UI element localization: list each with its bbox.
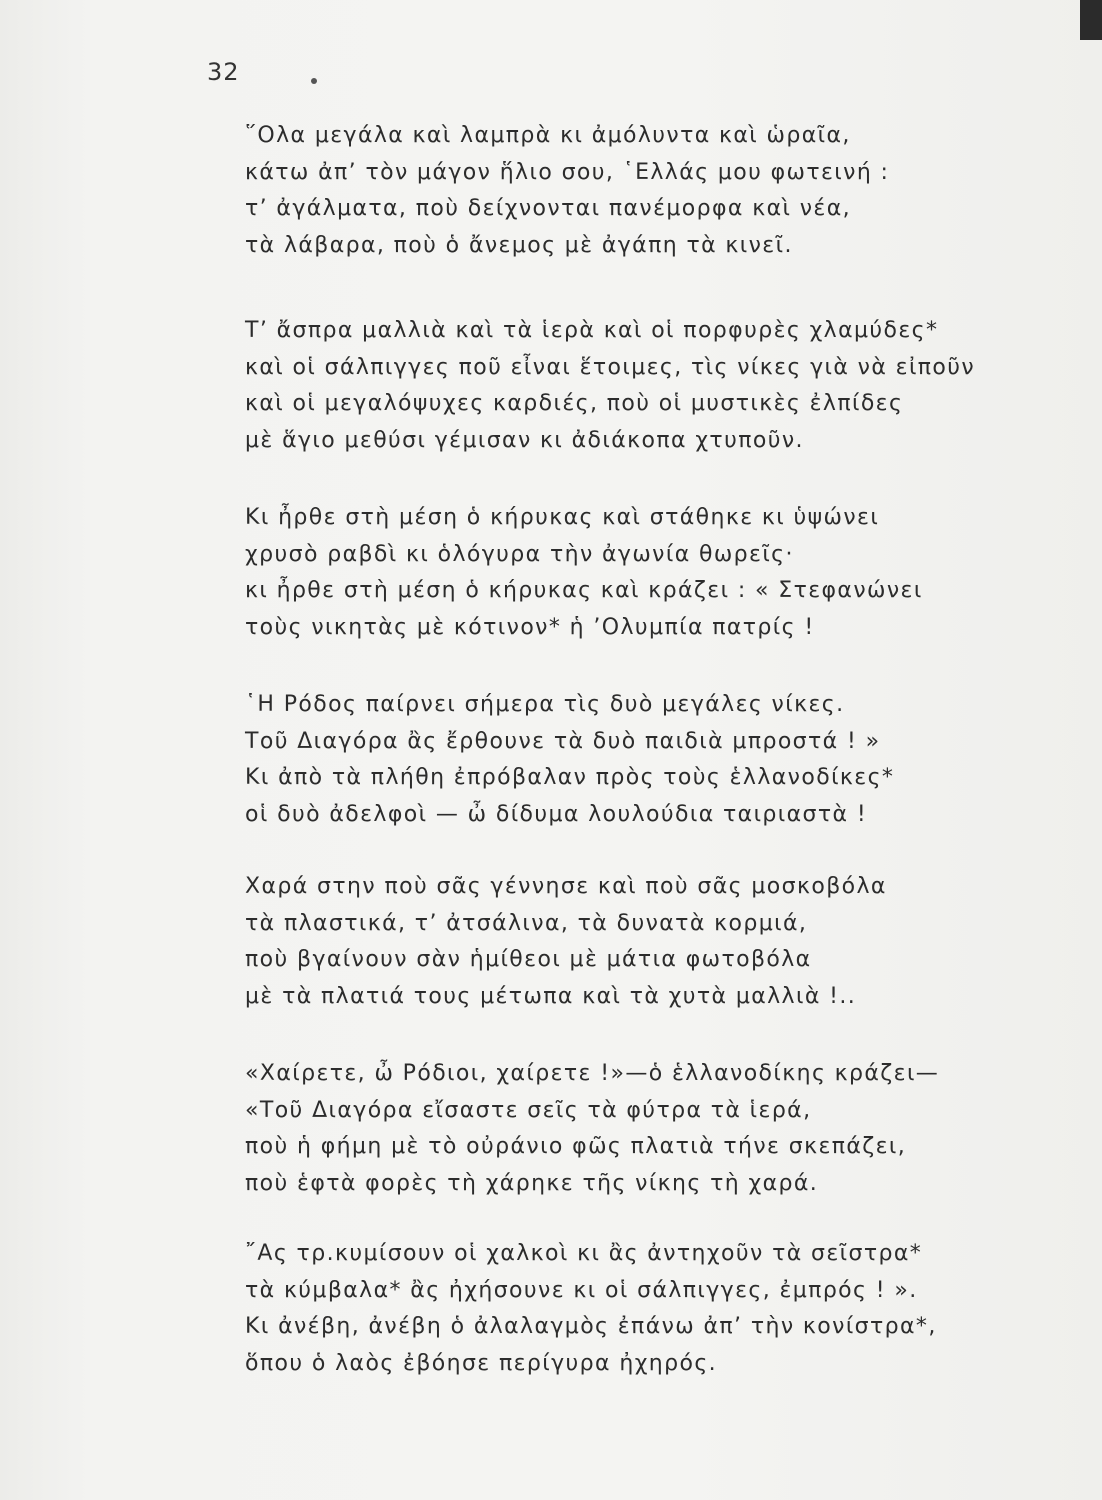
stanza-1 <box>245 118 1085 264</box>
stanza-4 <box>245 687 1085 833</box>
verse-line: Χαρά στην ποὺ σᾶς γέννησε καὶ ποὺ σᾶς μοσκοβόλα <box>245 874 887 899</box>
verse-line: Τοῦ Διαγόρα ἂς ἔρθουνε τὰ δυὸ παιδιὰ μπροστά ! » <box>245 728 881 754</box>
verse-line: Κι ἀπὸ τὰ πλήθη ἐπρόβαλαν πρὸς τοὺς ἑλλανοδίκες* <box>245 765 895 790</box>
verse-line: οἱ δυὸ ἀδελφοὶ — ὦ δίδυμα λουλούδια ταιριαστὰ ! <box>245 801 868 827</box>
verse-line: Τ’ ἄσπρα μαλλιὰ καὶ τὰ ἱερὰ καὶ οἱ πορφυρὲς χλαμύδες* <box>245 318 939 343</box>
stanza-6 <box>245 1056 1085 1202</box>
verse-line: τοὺς νικητὰς μὲ κότινον* ἡ ’Ολυμπία πατρίς ! <box>245 614 815 640</box>
verse-line: καὶ οἱ μεγαλόψυχες καρδιές, ποὺ οἱ μυστικὲς ἐλπίδες <box>245 391 904 416</box>
page-number: 32 <box>207 58 240 86</box>
verse-line: ποὺ ἡ φήμη μὲ τὸ οὐράνιο φῶς πλατιὰ τήνε σκεπάζει, <box>245 1134 907 1159</box>
verse-line: τὰ κύμβαλα* ἂς ἠχήσουνε κι οἱ σάλπιγγες, ἐμπρός ! ». <box>245 1277 918 1303</box>
verse-line: ῞Ολα μεγάλα καὶ λαμπρὰ κι ἀμόλυντα καὶ ὡραῖα, <box>245 123 851 148</box>
verse-line: Κι ἀνέβη, ἀνέβη ὁ ἀλαλαγμὸς ἐπάνω ἀπ’ τὴν κονίστρα*, <box>245 1314 937 1339</box>
verse-line: ῎Ας τρ.κυμίσουν οἱ χαλκοὶ κι ἂς ἀντηχοῦν τὰ σεῖστρα* <box>245 1241 923 1266</box>
verse-line: μὲ ἅγιο μεθύσι γέμισαν κι ἀδιάκοπα χτυποῦν. <box>245 427 804 453</box>
stanza-5 <box>245 869 1085 1015</box>
scan-corner-mark <box>1080 0 1102 40</box>
verse-line: «Χαίρετε, ὦ Ρόδιοι, χαίρετε !»—ὁ ἑλλανοδίκης κράζει— <box>245 1061 940 1086</box>
stanza-2 <box>245 313 1085 459</box>
stanza-3 <box>245 500 1085 646</box>
verse-line: κι ἦρθε στὴ μέση ὁ κήρυκας καὶ κράζει : « Στεφανώνει <box>245 578 923 603</box>
verse-line: τὰ λάβαρα, ποὺ ὁ ἄνεμος μὲ ἀγάπη τὰ κινεῖ. <box>245 232 793 258</box>
verse-line: ποὺ βγαίνουν σὰν ἡμίθεοι μὲ μάτια φωτοβόλα <box>245 947 812 972</box>
verse-line: ῾Η Ρόδος παίρνει σήμερα τὶς δυὸ μεγάλες νίκες. <box>245 692 845 717</box>
verse-line: κάτω ἀπ’ τὸν μάγον ἥλιο σου, ῾Ελλάς μου φωτεινή : <box>245 159 890 185</box>
verse-line: τ’ ἀγάλματα, ποὺ δείχνονται πανέμορφα καὶ νέα, <box>245 196 851 221</box>
verse-line: τὰ πλαστικά, τ’ ἀτσάλινα, τὰ δυνατὰ κορμιά, <box>245 910 808 936</box>
verse-line: καὶ οἱ σάλπιγγες ποῦ εἶναι ἕτοιμες, τὶς νίκες γιὰ νὰ εἰποῦν <box>245 354 976 380</box>
ink-dot <box>311 78 317 84</box>
verse-line: «Τοῦ Διαγόρα εἴσαστε σεῖς τὰ φύτρα τὰ ἱερά, <box>245 1097 812 1123</box>
verse-line: χρυσὸ ραβδὶ κι ὁλόγυρα τὴν ἀγωνία θωρεῖς· <box>245 541 794 567</box>
verse-line: ποὺ ἑφτὰ φορὲς τὴ χάρηκε τῆς νίκης τὴ χαρά. <box>245 1170 819 1196</box>
stanza-7 <box>245 1236 1085 1382</box>
verse-line: μὲ τὰ πλατιά τους μέτωπα καὶ τὰ χυτὰ μαλλιὰ !.. <box>245 983 857 1009</box>
verse-line: Κι ἦρθε στὴ μέση ὁ κήρυκας καὶ στάθηκε κι ὑψώνει <box>245 505 880 530</box>
verse-line: ὅπου ὁ λαὸς ἐβόησε περίγυρα ἠχηρός. <box>245 1350 718 1376</box>
